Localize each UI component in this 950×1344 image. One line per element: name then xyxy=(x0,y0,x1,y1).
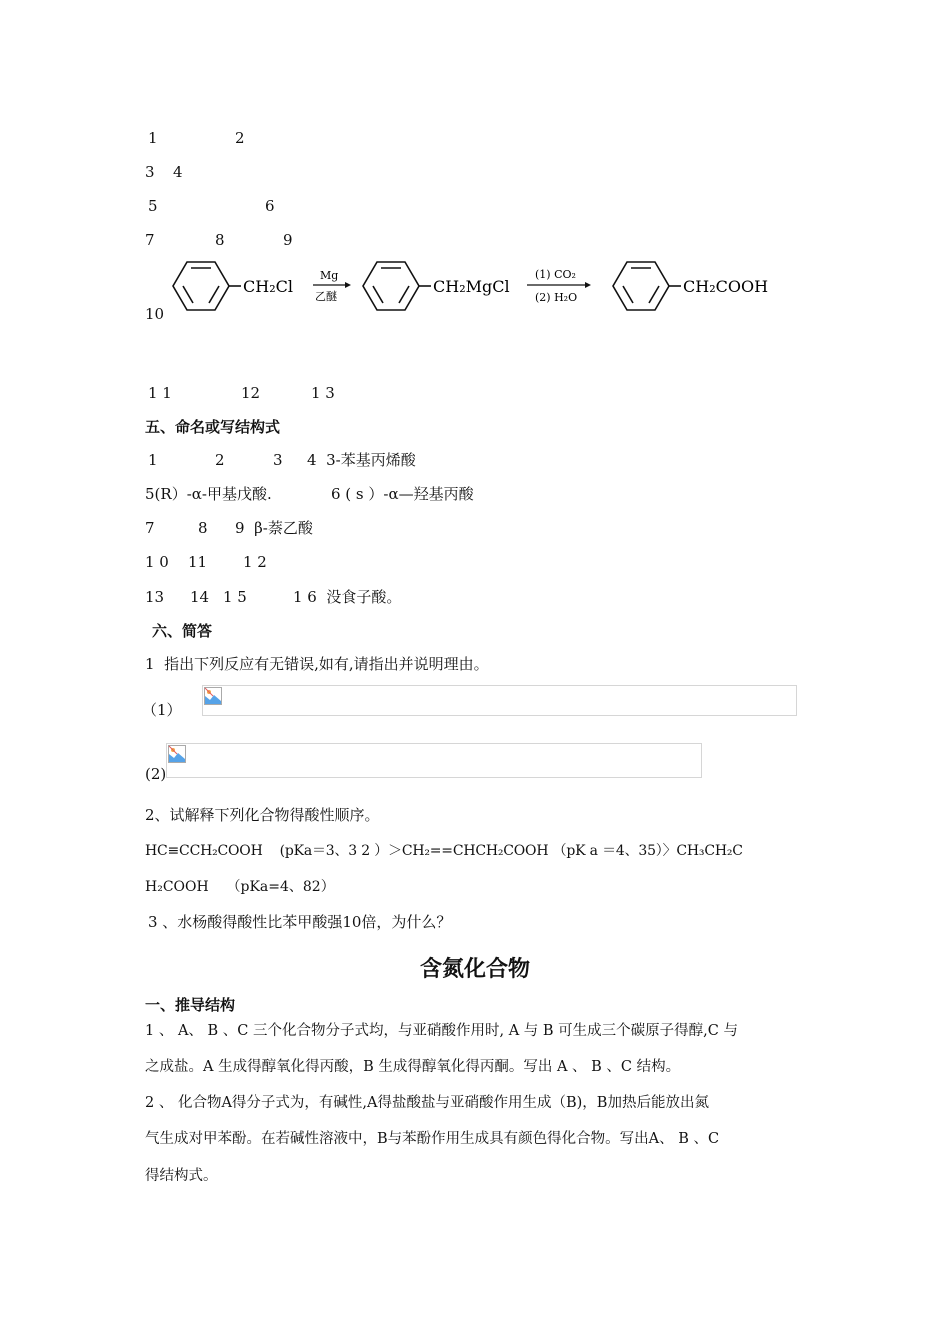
missing-image-1 xyxy=(202,685,797,716)
benzene-ring-3 xyxy=(613,262,681,310)
q1-part2-label: (2) xyxy=(145,765,167,783)
intermediate-label: CH₂MgCl xyxy=(433,277,510,296)
section6-heading: 六、简答 xyxy=(152,622,213,640)
s5-item-12: 1 2 xyxy=(243,553,267,571)
num-6: 6 xyxy=(265,197,275,215)
reaction-scheme xyxy=(165,250,785,322)
num-7: 7 xyxy=(145,231,155,249)
s5-item-13: 13 xyxy=(145,588,165,606)
s5-item-1: 1 xyxy=(148,451,158,469)
section6-q2-line2: H₂COOH （pKa=4、82） xyxy=(145,879,335,895)
num-3: 3 xyxy=(145,163,155,181)
s5-item-10: 1 0 xyxy=(145,553,169,571)
broken-image-icon xyxy=(168,745,186,763)
reagent2-top: (1) CO₂ xyxy=(535,268,576,281)
num-8: 8 xyxy=(215,231,225,249)
s5-item-9: 9 β-萘乙酸 xyxy=(235,519,313,537)
reagent1-top: Mg xyxy=(320,269,339,282)
s5-item-14: 14 xyxy=(190,588,210,606)
section6-q3: 3 、水杨酸得酸性比苯甲酸强10倍，为什么？ xyxy=(148,913,452,931)
num-10: 10 xyxy=(145,305,165,323)
num-11: 1 1 xyxy=(148,384,172,402)
num-12: 12 xyxy=(241,384,261,402)
arrow-2-head xyxy=(585,282,591,288)
reagent1-bottom: 乙醚 xyxy=(315,290,337,303)
section6-q1: 1 指出下列反应有无错误,如有,请指出并说明理由。 xyxy=(145,655,489,673)
reagent2-bottom: (2) H₂O xyxy=(535,291,578,304)
s5-item-7: 7 xyxy=(145,519,155,537)
s5-item-3: 3 xyxy=(273,451,283,469)
num-4: 4 xyxy=(173,163,183,181)
num-1: 1 xyxy=(148,129,158,147)
s5-item-4: 4 3-苯基丙烯酸 xyxy=(307,451,416,469)
chapter-title: 含氮化合物 xyxy=(419,957,530,982)
s5-item-8: 8 xyxy=(198,519,208,537)
s5-item-6: 6 ( s ）-α—羟基丙酸 xyxy=(331,485,474,503)
s5-item-11: 11 xyxy=(188,553,208,571)
section6-q2: 2、试解释下列化合物得酸性顺序。 xyxy=(145,806,380,824)
chapter-heading: 一、推导结构 xyxy=(145,996,236,1014)
arrow-1-head xyxy=(345,282,351,288)
benzene-ring-2 xyxy=(363,262,431,310)
benzene-ring-1 xyxy=(173,262,241,310)
chapter-p1-line1: 1 、 A、 B 、C 三个化合物分子式均，与亚硝酸作用时, A 与 B 可生成三个碳原子得醇,C 与 xyxy=(145,1023,738,1039)
s5-item-2: 2 xyxy=(215,451,225,469)
reactant-label: CH₂Cl xyxy=(243,277,293,296)
broken-image-icon xyxy=(204,687,222,705)
num-9: 9 xyxy=(283,231,293,249)
s5-item-15: 1 5 xyxy=(223,588,247,606)
s5-item-5: 5(R）-α-甲基戊酸. xyxy=(145,485,272,503)
chapter-p2-line3: 得结构式。 xyxy=(145,1168,218,1184)
s5-item-16: 1 6 没食子酸。 xyxy=(293,588,402,606)
missing-image-2 xyxy=(166,743,702,778)
chapter-p2-line1: 2 、 化合物A得分子式为，有碱性,A得盐酸盐与亚硝酸作用生成（B)，B加热后能放出氮 xyxy=(145,1095,709,1111)
num-2: 2 xyxy=(235,129,245,147)
num-5: 5 xyxy=(148,197,158,215)
num-13: 1 3 xyxy=(311,384,335,402)
chapter-p2-line2: 气生成对甲苯酚。在若碱性溶液中，B与苯酚作用生成具有颜色得化合物。写出A、 B 、C xyxy=(145,1131,720,1147)
section6-q2-line1: HC≡CCH₂COOH (pKa＝3、3 2 ）＞CH₂==CHCH₂COOH （pK a ＝4、35）〉CH₃CH₂C xyxy=(145,843,743,859)
section5-heading: 五、命名或写结构式 xyxy=(145,418,281,436)
product-label: CH₂COOH xyxy=(683,277,769,296)
chapter-p1-line2: 之成盐。A 生成得醇氧化得丙酸，B 生成得醇氧化得丙酮。写出 A 、 B 、C 结构。 xyxy=(145,1059,681,1075)
q1-part1-label: （1） xyxy=(142,701,182,719)
